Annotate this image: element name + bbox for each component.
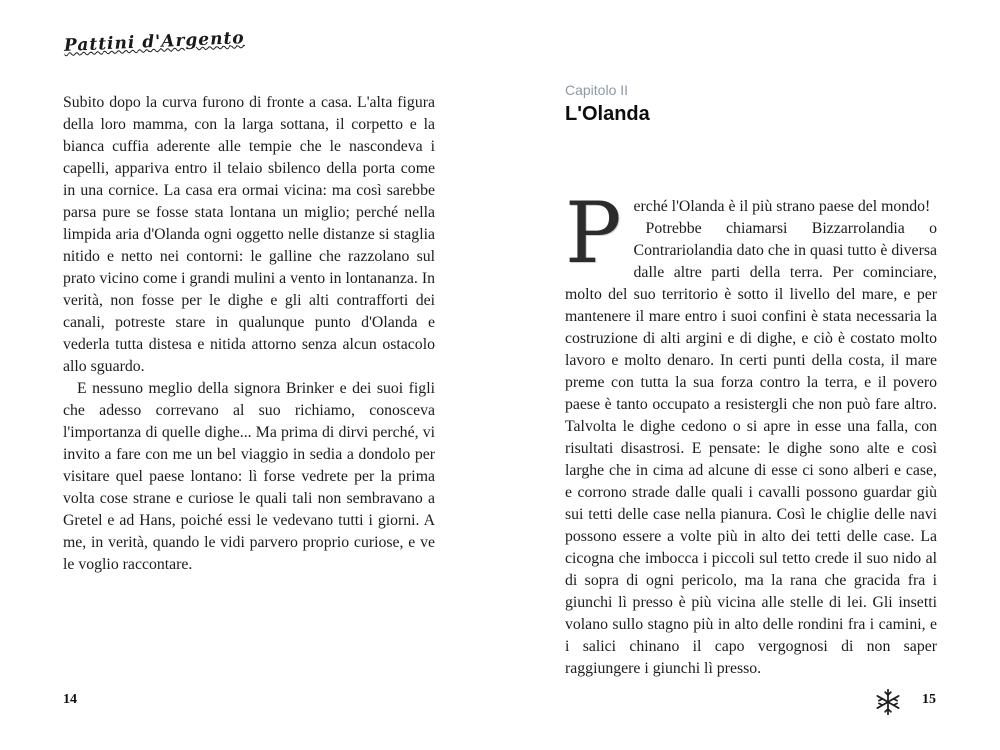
chapter-title: L'Olanda	[565, 103, 650, 125]
page-number-right: 15	[922, 692, 936, 707]
left-page-text-block	[63, 92, 435, 576]
paragraph: Subito dopo la curva furono di fronte a casa. L'alta figura della loro mamma, con la larga sottana, il corpetto e la bianca cuffia aderente alle tempie che le nascondeva i capelli, appariva entro il telaio sbilenco della porta come in una cornice. La casa era ormai vicina: ma così sarebbe parsa pure se fosse stata lontana un miglio; perché nella limpida aria d'Olanda ogni oggetto nelle distanze si staglia nitido e netto nei contorni: le galline che razzolano sul prato vicino come i grandi mulini a vento in lontananza. In verità, non fosse per le dighe e gli alti contrafforti dei canali, potreste stare in qualunque punto d'Olanda e vederla tutta distesa e nitida attorno senza alcun ostacolo allo sguardo.	[63, 94, 435, 375]
page-number-left: 14	[63, 692, 77, 707]
opening-line: erché l'Olanda è il più strano paese del mondo!	[633, 198, 931, 215]
paragraph: E nessuno meglio della signora Brinker e dei suoi figli che adesso correvano al suo richiamo, conosceva l'importanza di quelle dighe... Ma prima di dirvi perché, vi invito a fare con me un bel viaggio in sedia a dondolo per visitare quel paese lontano: lì forse vedrete per la prima volta cose strane e curiose le quali tali non sembravano a Gretel e ad Hans, poiché essi le vedevano tutti i giorni. A me, in verità, quando le vidi parvero proprio curiose, e ve le voglio raccontare.	[63, 380, 435, 573]
right-page-text-block	[565, 184, 937, 680]
chapter-label: Capitolo II	[565, 82, 629, 98]
book-title-logo: Pattini d'Argento	[63, 28, 246, 56]
snowflake-icon	[874, 688, 902, 716]
body-text: Potrebbe chiamarsi Bizzarrolandia o Contrariolandia dato che in quasi tutto è diversa dalle altre parti della terra. Per cominciare, molto del suo territorio è sotto il livello del mare, e per mantenere il mare entro i suoi confini è stata necessaria la costruzione di alti argini e di dighe, e ciò è costato molto lavoro e molto denaro. In certi punti della costa, il mare preme con tutta la sua forza contro la terra, e il povero paese è tanto occupato a resistergli che non può fare altro. Talvolta le dighe cedono o si apre in esse una falla, con risultati disastrosi. E pensate: le dighe sono alte e così larghe che in cima ad alcune di esse ci sono alberi e case, e corrono strade dalle quali i cavalli possono guardar giù sui tetti delle case nella pianura. Così le chiglie delle navi possono essere a volte più in alto dei tetti delle case. La cicogna che imbocca i piccoli sul tetto crede il suo nido al di sopra di ogni pericolo, ma la rana che gracida fra i giunchi lì presso è più vicina alle stelle di lei. Gli insetti volano sullo stagno più in alto delle rondini fra i camini, e i salici chinano il capo vergognosi di non saper raggiungere i giunchi lì presso.	[565, 220, 937, 677]
drop-cap: P	[565, 184, 622, 282]
paragraph	[565, 184, 937, 680]
